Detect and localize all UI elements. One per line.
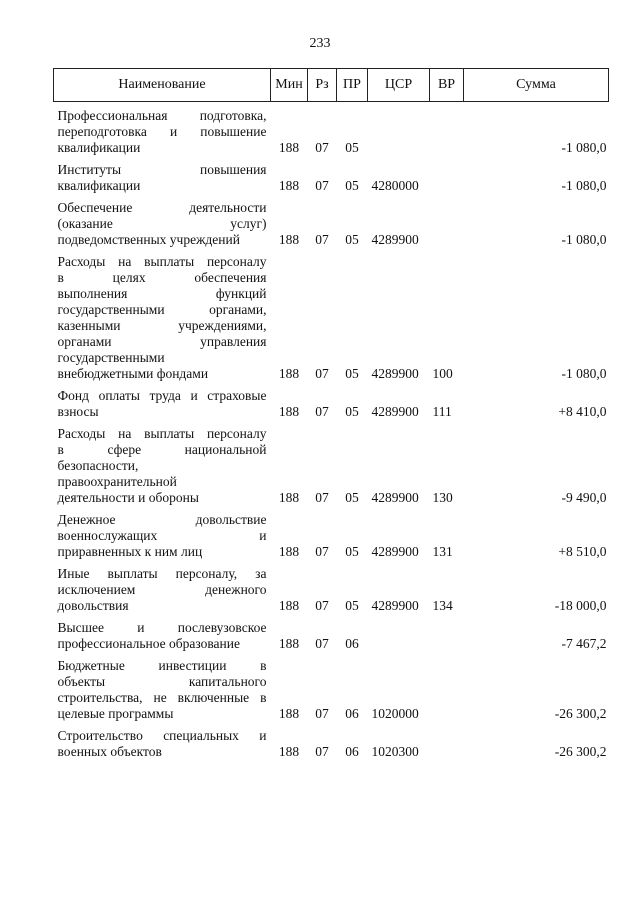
row-rz: 07 — [315, 636, 329, 651]
header-min: Мин — [271, 69, 308, 102]
row-csr: 4280000 — [371, 178, 419, 193]
row-min: 188 — [278, 706, 300, 721]
row-min: 188 — [278, 744, 300, 759]
row-name — [54, 728, 271, 766]
row-min: 188 — [278, 636, 300, 651]
row-name — [54, 388, 271, 426]
row-min: 188 — [278, 404, 300, 419]
row-name-line: военнослужащих и — [57, 528, 267, 543]
row-name-line: взносы — [57, 404, 99, 419]
row-vr: 111 — [432, 404, 452, 419]
row-name-line: государственными органами, — [57, 302, 267, 317]
row-min: 188 — [278, 140, 300, 155]
row-name-line: квалификации — [57, 140, 141, 155]
row-vr — [430, 200, 464, 254]
table-row — [54, 658, 609, 728]
budget-table — [53, 68, 609, 766]
header-csr: ЦСР — [368, 69, 430, 102]
row-sum: -1 080,0 — [561, 178, 607, 193]
row-csr — [368, 102, 430, 163]
row-name-line: целевые программы — [57, 706, 174, 721]
row-name — [54, 254, 271, 388]
row-vr — [430, 102, 464, 163]
row-name-line: приравненных к ним лиц — [57, 544, 203, 559]
row-rz: 07 — [315, 366, 329, 381]
row-rz: 07 — [315, 490, 329, 505]
row-name-line: Обеспечение деятельности — [57, 200, 267, 215]
header-name: Наименование — [54, 69, 271, 102]
table-row — [54, 388, 609, 426]
row-name — [54, 162, 271, 200]
header-rz: Рз — [308, 69, 337, 102]
row-name-line: строительства, не включенные в — [57, 690, 267, 705]
table-row — [54, 102, 609, 163]
row-name-line: правоохранительной — [57, 474, 177, 489]
row-name-line: довольствия — [57, 598, 129, 613]
row-name — [54, 512, 271, 566]
row-pr: 05 — [345, 490, 359, 505]
row-name-line: Иные выплаты персоналу, за — [57, 566, 267, 581]
header-pr: ПР — [337, 69, 368, 102]
row-pr: 06 — [345, 636, 359, 651]
header-sum: Сумма — [464, 69, 609, 102]
table-row — [54, 254, 609, 388]
row-name-line: переподготовка и повышение — [57, 124, 267, 139]
row-sum: -7 467,2 — [561, 636, 607, 651]
row-name-line: Расходы на выплаты персоналу — [57, 426, 267, 441]
row-name-line: подведомственных учреждений — [57, 232, 240, 247]
row-name-line: в целях обеспечения — [57, 270, 267, 285]
row-csr: 1020300 — [371, 744, 419, 759]
row-name-line: выполнения функций — [57, 286, 267, 301]
row-min: 188 — [278, 490, 300, 505]
row-sum: -1 080,0 — [561, 232, 607, 247]
row-name — [54, 658, 271, 728]
row-name-line: Бюджетные инвестиции в — [57, 658, 267, 673]
row-min: 188 — [278, 598, 300, 613]
row-vr — [430, 728, 464, 766]
table-row — [54, 200, 609, 254]
row-min: 188 — [278, 366, 300, 381]
table-row — [54, 512, 609, 566]
row-pr: 05 — [345, 544, 359, 559]
table-row — [54, 728, 609, 766]
row-name-line: Высшее и послевузовское — [57, 620, 267, 635]
table-header-row — [54, 69, 609, 102]
row-csr: 1020000 — [371, 706, 419, 721]
row-name-line: государственными — [57, 350, 165, 365]
row-sum: -9 490,0 — [561, 490, 607, 505]
row-pr: 05 — [345, 404, 359, 419]
row-rz: 07 — [315, 178, 329, 193]
row-rz: 07 — [315, 140, 329, 155]
row-sum: +8 510,0 — [558, 544, 607, 559]
row-vr: 131 — [432, 544, 453, 559]
row-name-line: Фонд оплаты труда и страховые — [57, 388, 267, 403]
row-rz: 07 — [315, 404, 329, 419]
row-name-line: Институты повышения — [57, 162, 267, 177]
table-body — [54, 102, 609, 767]
row-sum: -26 300,2 — [554, 744, 607, 759]
row-sum: +8 410,0 — [558, 404, 607, 419]
row-rz: 07 — [315, 544, 329, 559]
table-row — [54, 620, 609, 658]
row-name-line: внебюджетными фондами — [57, 366, 209, 381]
row-name-line: профессиональное образование — [57, 636, 240, 651]
row-pr: 05 — [345, 178, 359, 193]
row-csr: 4289900 — [371, 404, 419, 419]
row-name-line: в сфере национальной — [57, 442, 267, 457]
table-row — [54, 566, 609, 620]
row-sum: -26 300,2 — [554, 706, 607, 721]
row-csr: 4289900 — [371, 366, 419, 381]
row-sum: -1 080,0 — [561, 140, 607, 155]
row-pr: 05 — [345, 366, 359, 381]
row-name-line: квалификации — [57, 178, 141, 193]
row-name-line: исключением денежного — [57, 582, 267, 597]
table-row — [54, 162, 609, 200]
table-row — [54, 426, 609, 512]
row-pr: 06 — [345, 744, 359, 759]
row-name-line: Профессиональная подготовка, — [57, 108, 267, 123]
row-name-line: безопасности, — [57, 458, 139, 473]
row-name — [54, 566, 271, 620]
row-rz: 07 — [315, 744, 329, 759]
row-pr: 05 — [345, 140, 359, 155]
row-vr — [430, 620, 464, 658]
row-sum: -1 080,0 — [561, 366, 607, 381]
row-rz: 07 — [315, 706, 329, 721]
row-csr: 4289900 — [371, 598, 419, 613]
row-rz: 07 — [315, 232, 329, 247]
row-pr: 05 — [345, 232, 359, 247]
row-name — [54, 620, 271, 658]
row-vr: 100 — [432, 366, 453, 381]
row-name-line: военных объектов — [57, 744, 162, 759]
row-csr: 4289900 — [371, 232, 419, 247]
row-name-line: объекты капитального — [57, 674, 267, 689]
row-name-line: Строительство специальных и — [57, 728, 267, 743]
page-number: 233 — [309, 36, 331, 51]
row-min: 188 — [278, 232, 300, 247]
row-csr: 4289900 — [371, 544, 419, 559]
row-name-line: Денежное довольствие — [57, 512, 267, 527]
row-name-line: казенными учреждениями, — [57, 318, 267, 333]
row-name-line: деятельности и обороны — [57, 490, 199, 505]
row-pr: 06 — [345, 706, 359, 721]
row-rz: 07 — [315, 598, 329, 613]
row-vr — [430, 658, 464, 728]
row-vr: 134 — [432, 598, 453, 613]
row-vr — [430, 162, 464, 200]
row-sum: -18 000,0 — [554, 598, 607, 613]
row-min: 188 — [278, 178, 300, 193]
row-name — [54, 200, 271, 254]
row-min: 188 — [278, 544, 300, 559]
row-csr — [368, 620, 430, 658]
row-vr: 130 — [432, 490, 453, 505]
row-pr: 05 — [345, 598, 359, 613]
header-vr: ВР — [430, 69, 464, 102]
row-name-line: (оказание услуг) — [57, 216, 267, 231]
row-name — [54, 102, 271, 163]
row-csr: 4289900 — [371, 490, 419, 505]
row-name — [54, 426, 271, 512]
row-name-line: Расходы на выплаты персоналу — [57, 254, 267, 269]
row-name-line: органами управления — [57, 334, 267, 349]
